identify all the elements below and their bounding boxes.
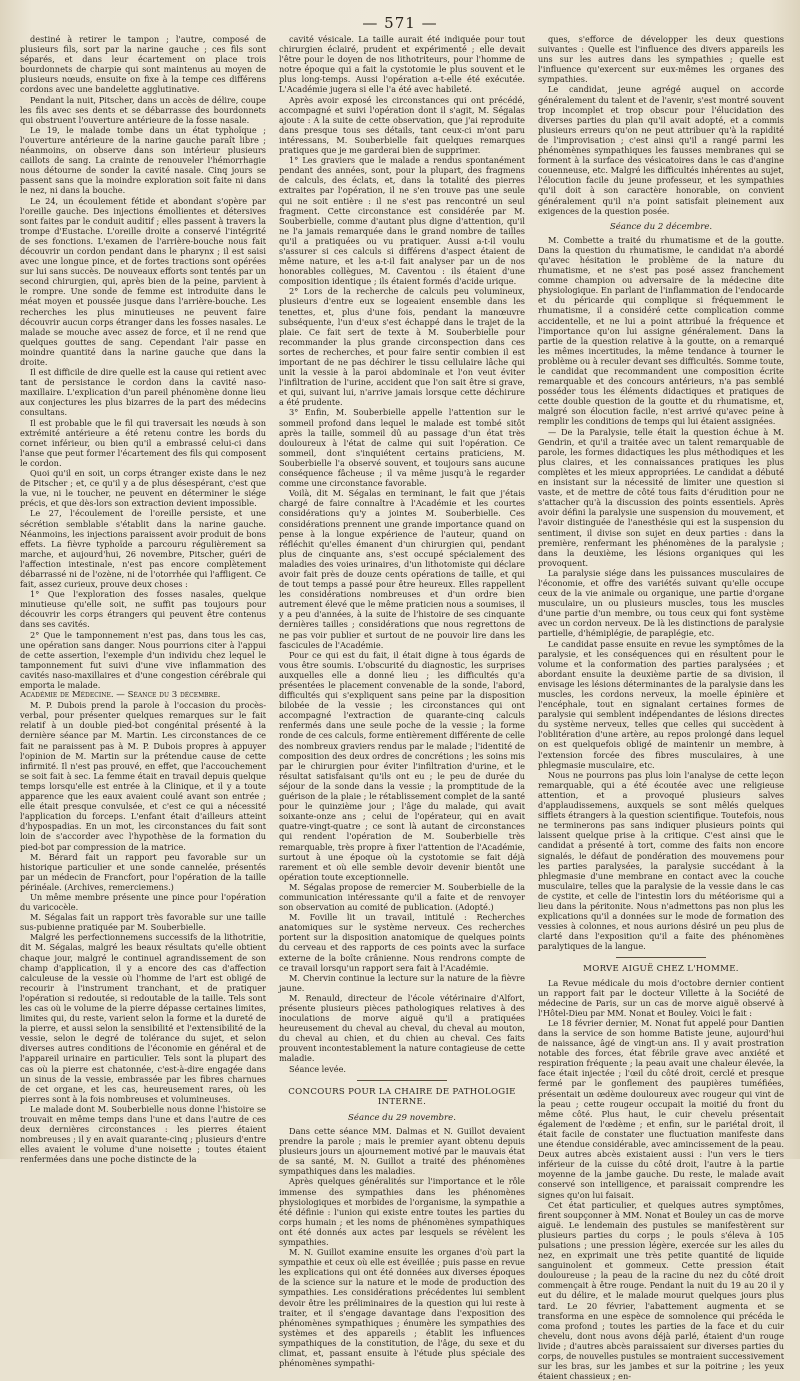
page-number: — 571 — [362,14,438,32]
paragraph: La paralysie siége dans les puissances musculaires de l'économie, et offre des variétés suivant qu'elle occupe ceux de la vie animale ou organique, une partie d'organe musculaire, un ou plusieurs muscles, tous les muscles d'une partie d'un membre, ou tous ceux qui font système avec un cordon nerveux. De là les distinctions de paralysie partielle, d'hémiplégie, de paraplégie, etc. [538,567,784,639]
text-columns [20,34,784,1381]
paragraph: M. P. Dubois prend la parole à l'occasion du procès-verbal, pour présenter quelques remarques sur le fait relatif à un double pied-bot congénital présenté à la dernière séance par M. Martin. Les circonstances de ce fait ne paraissent pas à M. P. Dubois propres à appuyer l'opinion de M. Martin sur la prétendue cause de cette infirmité. Il n'est pas prouvé, en effet, que l'accouchement se soit fait à sec. La femme était en travail depuis quelque temps lorsqu'elle est entrée à la Clinique, et il y a toute apparence que les eaux avaient coulé avant son entrée ; elle était presque convulsée, et c'est ce qui a nécessité l'application du forceps. L'enfant était d'ailleurs atteint d'hypospadias. En un mot, les circonstances du fait sont loin de s'accorder avec l'hypothèse de la formation du pied-bot par compression de la matrice. [20,700,266,852]
paragraph: Nous ne pourrons pas plus loin l'analyse de cette leçon remarquable, qui a été écoutée avec une religieuse attention, et a provoqué plusieurs salves d'applaudissemens, auxquels se sont mêlés quelques sifflets étrangers à la question scientifique. Toutefois, nous ne terminerons pas sans indiquer plusieurs points qui laissent quelque prise à la critique. C'est ainsi que le candidat a présenté à tort, comme des faits non encore signalés, le défaut de pondération des mouvemens pour les parties paralysées, la paralysie succédant à la phlegmasie d'une membrane en contact avec la couche musculaire, telles que la paralysie de la vessie dans le cas de cystite, et celle de l'intestin lors du météorisme qui a lieu dans la péritonite. Nous n'admettons pas non plus les explications qu'il a données sur le mode de formation des vessies à colonnes, et nous aurions désiré un peu plus de clarté dans l'exposition qu'il a faite des phénomènes paralytiques de la langue. [538,769,784,952]
paragraph: Dans cette séance MM. Dalmas et N. Guillot devaient prendre la parole ; mais le premier ayant obtenu depuis plusieurs jours un ajournement motivé par le mauvais état de sa santé, M. N. Guillot a traité des phénomènes sympathiques dans les maladies. [279,1125,525,1177]
column-middle [279,34,525,1369]
paragraph: Pour ce qui est du fait, il était digne à tous égards de vous être soumis. L'obscurité du diagnostic, les surprises auxquelles elle a donné lieu ; les difficultés qu'a présentées le placement convenable de la sonde, l'abord, difficultés qui s'expliquent sans peine par la disposition bilobée de la vessie ; les circonstances qui ont accompagné l'extraction de quarante-cinq calculs renfermés dans une seule poche de la vessie ; la forme ronde de ces calculs, forme entièrement différente de celle des nombreux graviers rendus par le malade ; l'identité de composition des deux ordres de concrétions ; les soins mis par le chirurgien pour éviter l'infiltration d'urine, et le résultat satisfaisant qu'ils ont eu ; le peu de durée du séjour de la sonde dans la vessie ; la promptitude de la guérison de la plaie ; le rétablissement complet de la santé pour le quinzième jour ; l'âge du malade, qui avait soixante-onze ans ; celui de l'opérateur, qui en avait quatre-vingt-quatre ; ce sont là autant de circonstances qui rendent l'opération de M. Souberbielle très remarquable, très propre à fixer l'attention de l'Académie, surtout à une époque où la cystotomie se fait déjà rarement et où elle semble devoir devenir bientôt une opération toute exceptionnelle. [279,649,525,882]
paragraph: 1° Que l'exploration des fosses nasales, quelque minutieuse qu'elle soit, ne suffit pas toujours pour découvrir les corps étrangers qui peuvent être contenus dans ses cavités. [20,589,266,630]
paragraph: Le candidat passe ensuite en revue les symptômes de la paralysie, et les conséquences qui en résultent pour le volume et la conformation des parties paralysées ; et abordant ensuite la deuxième partie de sa division, il envisage les lésions déterminantes de la paralysie dans les muscles, les cordons nerveux, la moelle épinière et l'encéphale, tout en signalant certaines formes de paralysie qui semblent indépendantes de lésions directes du système nerveux, telles que celles qui succèdent à l'oblitération d'une artère, au repos prolongé dans lequel on est quelquefois obligé de maintenir un membre, à l'extension forcée des fibres musculaires, à une phlegmasie musculaire, etc. [538,638,784,770]
paragraph: cavité vésicale. La taille aurait été indiquée pour tout chirurgien éclairé, prudent et expérimenté ; elle devait l'être pour le doyen de nos lithotriteurs, pour l'homme de notre époque qui a fait la cystotomie le plus souvent et le plus long-temps. Aussi l'opération a-t-elle été exécutée. L'Académie jugera si elle l'a été avec habileté. [279,34,525,95]
paragraph: 2° Lors de la recherche de calculs peu volumineux, plusieurs d'entre eux se logeaient ensemble dans les tenettes, et, plus d'une fois, pendant la manœuvre subséquente, l'un d'eux s'est échappé dans le trajet de la plaie. Ce fait sert de texte à M. Souberbielle pour recommander la plus grande circonspection dans ces sortes de recherches, et pour faire sentir combien il est important de ne pas déchirer le tissu cellulaire lâche qui unit la vessie à la paroi abdominale et l'on veut éviter l'infiltration de l'urine, accident que l'on sait être si grave, et qui, suivant lui, n'arrive jamais lorsque cette déchirure a été prudente. [279,286,525,408]
paragraph: — De la Paralysie, telle était la question échue à M. Gendrin, et qu'il a traitée avec un talent remarquable de parole, les formes didactiques les plus méthodiques et les plus claires, et les connaissances pratiques les plus complètes et les mieux appropriées. Le candidat a débuté en insistant sur la nécessité de limiter une question si vaste, et de mettre de côté tous faits d'érudition pour ne s'attacher qu'à la discussion des points essentiels. Après avoir défini la paralysie une suspension du mouvement, et l'avoir distinguée de l'anesthésie qui est la suspension du sentiment, il divise son sujet en deux parties : dans la première, renfermant les phénomènes de la paralysie ; dans la deuxième, les lésions organiques qui les provoquent. [538,426,784,568]
section-title-morve: MORVE AIGUË CHEZ L'HOMME. [583,964,739,975]
divider [616,957,706,958]
paragraph: 1° Les graviers que le malade a rendus spontanément pendant des années, sont, pour la plupart, des fragmens de calculs, des éclats, et, dans la totalité des pierres extraites par l'opération, il ne s'en trouve pas une seule qui ne soit entière : il ne s'est pas rencontré un seul fragment. Cette circonstance est considérée par M. Souberbielle, comme d'autant plus digne d'attention, qu'il ne l'a jamais remarquée dans le grand nombre de tailles qu'il a pratiquées ou vu pratiquer. Aussi a-t-il voulu s'assurer si ces calculs si différens d'aspect étaient de même nature, et les a-t-il fait analyser par un de nos honorables collègues, M. Caventou : ils étaient d'une composition identique ; ils étaient formés d'acide urique. [279,155,525,287]
paragraph: Après avoir exposé les circonstances qui ont précédé, accompagné et suivi l'opération dont il s'agit, M. Ségalas ajoute : A la suite de cette observation, que j'ai reproduite dans presque tous ses détails, tant ceux-ci m'ont paru intéressans, M. Souberbielle fait quelques remarques pratiques que je me garderai bien de supprimer. [279,94,525,156]
paragraph: Le candidat, jeune agrégé auquel on accorde généralement du talent et de l'avenir, s'est montré souvent trop incomplet et trop obscur pour l'élucidation des diverses parties du plan qu'il avait adopté, et a commis plusieurs erreurs qu'on ne peut attribuer qu'à la rapidité de l'improvisation ; c'est ainsi qu'il a rangé parmi les phénomènes sympathiques les fausses membranes qui se forment à la surface des vésicatoires dans le cas d'angine couenneuse, etc. Malgré les difficultés inhérentes au sujet, l'élocution facile du jeune professeur, et les sympathies qu'il doit à son caractère honorable, on convient généralement qu'il n'a point satisfait pleinement aux exigences de la question posée. [538,84,784,216]
paragraph: M. Ségalas propose de remercier M. Souberbielle de la communication intéressante qu'il a faite et de renvoyer son observation au comité de publication. (Adopté.) [279,881,525,913]
paragraph: Il est difficile de dire quelle est la cause qui retient avec tant de persistance le cordon dans la cavité naso-maxillaire. L'explication d'un pareil phénomène donne lieu aux conjectures les plus bizarres de la part des médecins consultans. [20,367,266,418]
paragraph: Un même membre présente une pince pour l'opération du varicocèle. [20,891,266,913]
paragraph: Le malade dont M. Souberbielle nous donne l'histoire se trouvait en même temps dans l'une et dans l'autre de ces deux dernières circonstances : les pierres étaient nombreuses ; il y en avait quarante-cinq ; plusieurs d'entre elles avaient le volume d'une noisette ; toutes étaient renfermées dans une poche distincte de la [20,1103,266,1165]
paragraph: Le 19, le malade tombe dans un état typhoïque ; l'ouverture antérieure de la narine gauche paraît libre ; néanmoins, on observe dans son intérieur plusieurs caillots de sang. La crainte de renouveler l'hémorrhagie nous détourne de sonder la cavité nasale. Cinq jours se passent sans que la moindre exploration soit faite ni dans le nez, ni dans la bouche. [20,124,266,196]
paragraph: 2° Que le tamponnement n'est pas, dans tous les cas, une opération sans danger. Nous pourrions citer à l'appui de cette assertion, l'exemple d'un individu chez lequel le tamponnement fut suivi d'une vive inflammation des cavités naso-maxillaires et d'une congestion cérébrale qui emporta le malade. [20,629,266,690]
paragraph: M. N. Guillot examine ensuite les organes d'où part la sympathie et ceux où elle est éveillée ; puis passe en revue les explications qui ont été données aux diverses époques de la science sur la nature et le mode de production des sympathies. Les considérations précédentes lui semblent devoir être les préliminaires de la question qui lui reste à traiter, et il s'engage davantage dans l'exposition des phénomènes sympathiques ; énumère les sympathies des systèmes et des appareils ; établit les influences sympathiques de la constitution, de l'âge, du sexe et du climat, et, passant ensuite à l'étude plus spéciale des phénomènes sympathi- [279,1247,525,1369]
paragraph: La Revue médicale du mois d'octobre dernier contient un rapport fait par le docteur Villette à la Société de médecine de Paris, sur un cas de morve aiguë observé à l'Hôtel-Dieu par MM. Nonat et Bouley. Voici le fait : [538,977,784,1018]
paragraph: M. Ségalas fait un rapport très favorable sur une taille sus-pubienne pratiquée par M. Souberbielle. [20,912,266,933]
paragraph: Il est probable que le fil qui traversait les nœuds à son extrémité antérieure a été retenu contre les bords du cornet inférieur, ou bien qu'il a embrassé celui-ci dans l'anse que peut former l'écartement des fils qui composent le cordon. [20,417,266,468]
paragraph: M. Renauld, directeur de l'école vétérinaire d'Alfort, présente plusieurs pièces pathologiques relatives à des inoculations de morve aiguë qu'il a pratiquées heureusement du cheval au cheval, du cheval au mouton, du cheval au chien, et du chien au cheval. Ces faits prouvent incontestablement la nature contagieuse de cette maladie. [279,992,525,1064]
column-left [20,34,266,1165]
paragraph: ques, s'efforce de développer les deux questions suivantes : Quelle est l'influence des divers appareils les uns sur les autres dans les sympathies ; quelle est l'influence qu'exercent sur eux-mêmes les organes des sympathies. [538,34,784,85]
paragraph: Le 27, l'écoulement de l'oreille persiste, et une sécrétion semblable s'établit dans la narine gauche. Néanmoins, les injections paraissent avoir produit de bons effets. La fièvre typhoïde a parcouru régulièrement sa marche, et aujourd'hui, 26 novembre, Pitscher, guéri de l'affection intestinale, n'est pas encore complètement débarrassé ni de l'ozène, ni de l'otorrhée qui l'affligent. Ce fait, assez curieux, prouve deux choses : [20,508,266,590]
paragraph: Cet état particulier, et quelques autres symptômes, firent soupçonner à MM. Nonat et Bouley un cas de morve aiguë. Le lendemain des pustules se manifestèrent sur plusieurs parties du corps ; le pouls s'éleva à 105 pulsations ; une pression légère, exercée sur les ailes du nez, en exprimait une très petite quantité de liquide sanguinolent et gommeux. Cette pression était douloureuse ; la peau de la racine du nez du côté droit commençait à être rouge. Pendant la nuit du 19 au 20 il y eut du délire, et le malade mourut quelques jours plus tard. Le 20 février, l'abattement augmenta et se transforma en une espèce de somnolence qui précéda le coma profond ; toutes les parties de la face et du cuir chevelu, dont nous avons déjà parlé, étaient d'un rouge livide ; d'autres abcès paraissaient sur diverses parties du corps, de nouvelles pustules se montraient successivement sur les bras, sur les jambes et sur la poitrine ; les yeux étaient chassieux ; en- [538,1199,784,1381]
paragraph: Voilà, dit M. Ségalas en terminant, le fait que j'étais chargé de faire connaître à l'Académie et les courtes considérations qu'y a jointes M. Souberbielle. Ces considérations prennent une grande importance quand on pense à la longue expérience de l'auteur, quand on réfléchit qu'elles émanent d'un chirurgien qui, pendant plus de cinquante ans, s'est occupé spécialement des maladies des voies urinaires, d'un lithotomiste qui déclare avoir fait près de douze cents opérations de taille, et qui de tout temps a passé pour être heureux. Elles rappellent les considérations nombreuses et d'un ordre bien autrement élevé que le même praticien nous a soumises, il y a peu d'années, à la suite de l'histoire de ses cinquante dernières tailles ; considérations que nous regrettons de ne pas voir publier et surtout de ne pouvoir lire dans les fascicules de l'Académie. [279,488,525,650]
paragraph: Après quelques généralités sur l'importance et le rôle immense des sympathies dans les phénomènes physiologiques et morbides de l'organisme, la sympathie a été définie : l'union qui existe entre toutes les parties du corps humain ; et les noms de phénomènes sympathiques ont été donnés aux actes par lesquels se révèlent les sympathies. [279,1176,525,1247]
paragraph: M. Combette a traité du rhumatisme et de la goutte. Dans la question du rhumatisme, le candidat n'a abordé qu'avec hésitation le problème de la nature du rhumatisme, et ne s'est pas posé assez franchement comme champion ou adversaire de la médecine dite physiologique. En parlant de l'inflammation de l'endocarde et du péricarde qui complique si fréquemment le rhumatisme, il a considéré cette complication comme accidentelle, et ne lui a point attribué la fréquence et l'importance qu'on lui assigne généralement. Dans la partie de la question relative à la goutte, on a remarqué les mêmes incertitudes, la même tendance à tourner le problème ou à reculer devant ses difficultés. Somme toute, le candidat que recommandent une composition écrite remarquable et des concours antérieurs, n'a pas semblé posséder tous les éléments didactiques et pratiques de cette double question de la goutte et du rhumatisme, et, malgré son élocution facile, n'est arrivé qu'avec peine à remplir les conditions de temps qui lui étaient assignées. [538,234,784,427]
paragraph: Le 24, un écoulement fétide et abondant s'opère par l'oreille gauche. Des injections émollientes et détersives sont faites par le conduit auditif ; elles passent à travers la trompe d'Eustache. L'oreille droite a conservé l'intégrité de ses fonctions. L'examen de l'arrière-bouche nous fait découvrir un cordon pendant dans le pharynx ; il est saisi avec une longue pince, et de fortes tractions sont opérées sur lui sans succès. De nouveaux efforts sont tentés par un second chirurgien, qui, après bien de la peine, parvient à le rompre. Une sonde de femme est introduite dans le méat moyen et poussée jusque dans l'arrière-bouche. Les recherches les plus minutieuses ne peuvent faire découvrir aucun corps étranger dans les fosses nasales. Le malade se mouche avec assez de force, et il ne rend que quelques gouttes de sang. Cependant l'air passe en moindre quantité dans la narine gauche que dans la droite. [20,195,266,367]
paragraph: Malgré les perfectionnemens successifs de la lithotritie, dit M. Ségalas, malgré les beaux résultats qu'elle obtient chaque jour, malgré le continuel agrandissement de son champ d'application, il y a encore des cas d'affection calculeuse de la vessie où l'homme de l'art est obligé de recourir à l'instrument tranchant, et de pratiquer l'opération si redoutée, si redoutable de la taille. Tels sont les cas où le volume de la pierre dépasse certaines limites, limites qui, du reste, varient selon la forme et la dureté de la pierre, et aussi selon la sensibilité et l'extensibilité de la vessie, selon le degré de tolérance du sujet, et selon diverses autres conditions de l'économie en général et de l'appareil urinaire en particulier. Tels sont la plupart des cas où la pierre est chatonnée, c'est-à-dire engagée dans un sinus de la vessie, embrassée par les fibres charnues de cet organe, et les cas, heureusement rares, où les pierres sont à la fois nombreuses et volumineuses. [20,932,266,1104]
paragraph: M. Chervin continue la lecture sur la nature de la fièvre jaune. [279,972,525,993]
paragraph: M. Foville lit un travail, intitulé : Recherches anatomiques sur le système nerveux. Ces recherches portent sur la disposition anatomique de quelques points du cerveau et des rapports de ces points avec la surface externe de la boîte crânienne. Nous rendrons compte de ce travail lorsqu'un rapport sera fait à l'Académie. [279,912,525,973]
paragraph: destiné à retirer le tampon ; l'autre, composé de plusieurs fils, sort par la narine gauche ; ces fils sont séparés, et dans leur écartement on place trois bourdonnets de charpie qui sont maintenus au moyen de plusieurs nœuds, ensuite on fixe à la tempe ces différens cordons avec une bandelette agglutinative. [20,34,266,95]
paragraph: Séance levée. [289,1063,347,1074]
paragraph: Quoi qu'il en soit, un corps étranger existe dans le nez de Pitscher ; et, ce qu'il y a de plus désespérant, c'est que la vue, ni le toucher, ne peuvent en déterminer le siége précis, et que dès-lors son extraction devient impossible. [20,468,266,509]
divider [357,1080,447,1081]
section-date-concours: Séance du 29 novembre. [348,1112,456,1123]
column-right [538,34,784,1381]
section-title-seance: Séance du 2 décembre. [609,221,713,232]
paragraph: M. Bérard fait un rapport peu favorable sur un historique particulier et une sonde cannelée, présentés par un médecin de Francfort, pour l'opération de la taille périnéale. (Archives, remerciemens.) [20,851,266,892]
paragraph: 3° Enfin, M. Souberbielle appelle l'attention sur le sommeil profond dans lequel le malade est tombé sitôt après la taille, sommeil dû au passage d'un état très douloureux à l'état de calme qui suit l'opération. Ce sommeil, dont s'inquiétent certains praticiens, M. Souberbielle l'a observé souvent, et toujours sans aucune conséquence fâcheuse ; il va même jusqu'à le regarder comme une circonstance favorable. [279,407,525,489]
paragraph: Pendant la nuit, Pitscher, dans un accès de délire, coupe les fils avec ses dents et se débarrasse des bourdonnets qui obstruent l'ouverture antérieure de la fosse nasale. [20,94,266,125]
section-title-academie: Académie de Médecine. — Séance du 3 décembre. [20,690,221,701]
section-title-concours: CONCOURS POUR LA CHAIRE DE PATHOLOGIE INTERNE. [288,1086,516,1107]
paragraph: Le 18 février dernier, M. Nonat fut appelé pour Dantien dans la service de son homme Batiste jeune, aujourd'hui de naissance, âgé de vingt-un ans. Il y avait prostration notable des forces, état fébrile grave avec anxiété et respiration fréquente ; la peau avait une chaleur élevée, la face était injectée ; l'œil du côté droit, cerclé et presque fermé par le gonflement des paupières tuméfiées, présentait un œdème douloureux avec rougeur qui vint de la peau ; cette rougeur occupait la moitié du front du même côté. Plus haut, le cuir chevelu présentait également de l'œdème ; et enfin, sur le pariétal droit, il était facile de constater une fluctuation manifeste dans une étendue considérable, avec amincissement de la peau. Deux autres abcès existaient aussi : l'un vers le tiers inférieur de la cuisse du côté droit, l'autre à la partie moyenne de la jambe gauche. Du reste, le malade avait conservé son intelligence, et paraissait comprendre les signes qu'on lui faisait. [538,1017,784,1200]
